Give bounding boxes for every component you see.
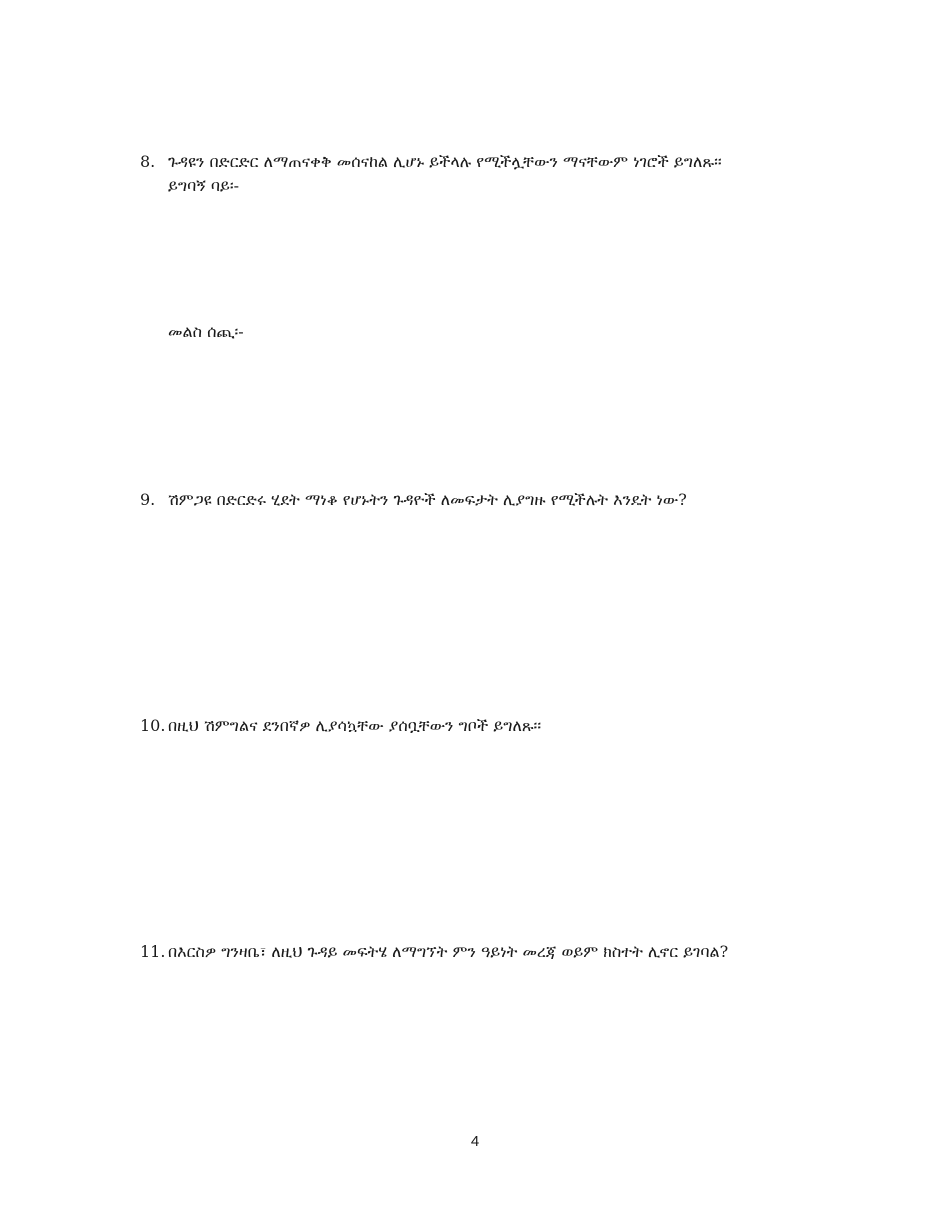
question-text-line: በዚህ ሽምግልና ደንበኛዎ ሊያሳኳቸው ያሰቧቸውን ግቦች ይግለጹ፡፡	[168, 716, 542, 735]
appellant-label: ይግባኝ ባይ፡-	[168, 176, 240, 195]
question-9	[140, 488, 820, 512]
question-10	[140, 714, 820, 738]
question-number: 8.	[140, 152, 156, 171]
respondent-label: መልስ ሰጪ፡-	[168, 322, 244, 341]
question-number: 10.	[140, 716, 166, 735]
question-text-line: ጉዳዩን በድርድር ለማጠናቀቅ መሰናከል ሊሆኑ ይችላሉ የሚችሏቸውን ማናቸውም ነገሮች ይግለጹ፡፡	[168, 152, 722, 171]
question-text-line: በእርስዎ ግንዛቤ፣ ለዚህ ጉዳይ መፍትሄ ለማግኘት ምን ዓይነት መረጃ ወይም ክስተት ሊኖር ይገባል?	[168, 942, 729, 961]
question-text	[168, 150, 820, 198]
question-number: 11.	[140, 942, 166, 961]
question-11	[140, 940, 820, 964]
question-text	[168, 940, 820, 964]
question-text	[168, 714, 820, 738]
question-text-line: ሽምጋዩ በድርድሩ ሂደት ማነቆ የሆኑትን ጉዳዮች ለመፍታት ሊያግዙ የሚችሉት እንዴት ነው?	[168, 490, 687, 509]
page-number: 4	[470, 1133, 480, 1150]
question-8	[140, 150, 820, 198]
question-text	[168, 488, 820, 512]
question-number: 9.	[140, 490, 156, 509]
